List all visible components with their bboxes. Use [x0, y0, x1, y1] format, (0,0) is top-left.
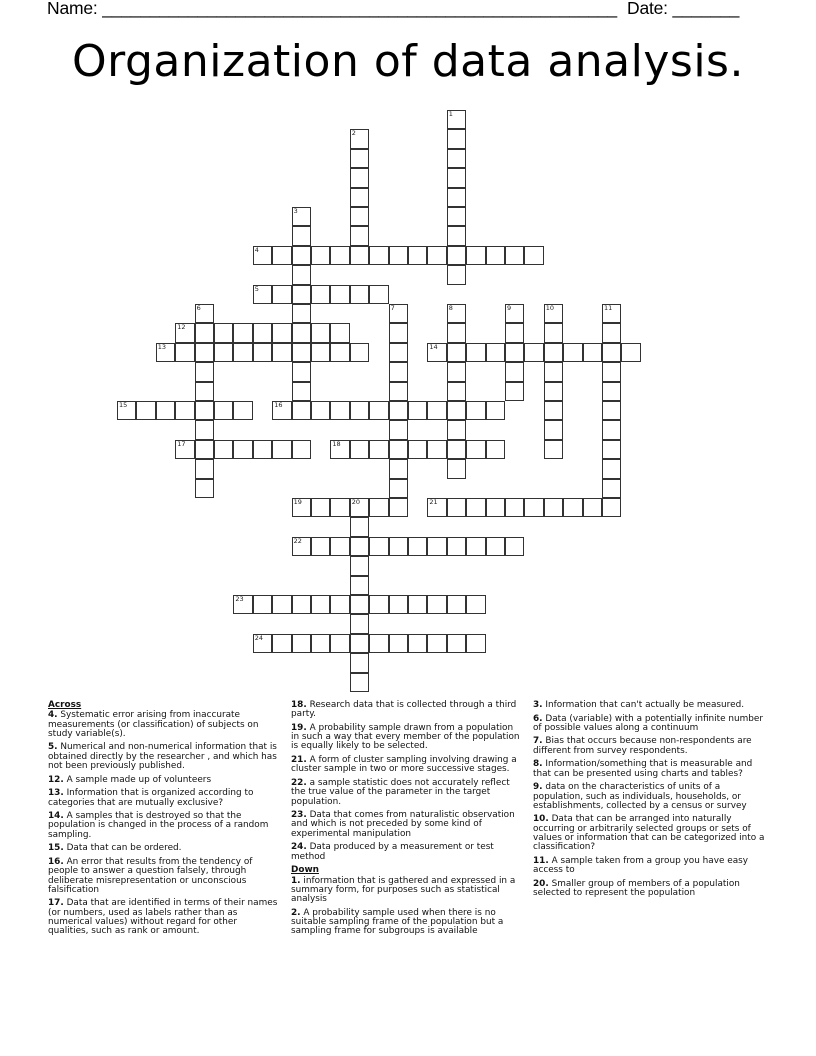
- clue-number: 20: [351, 498, 361, 506]
- crossword-cell[interactable]: [427, 246, 446, 265]
- crossword-cell[interactable]: [272, 343, 291, 362]
- crossword-cell[interactable]: [311, 285, 330, 304]
- crossword-cell[interactable]: [602, 459, 621, 478]
- crossword-cell[interactable]: [524, 246, 543, 265]
- clue-across-21: 21. A form of cluster sampling involving drawing a cluster sample in two or more successive stages.: [291, 755, 517, 775]
- crossword-cell[interactable]: [195, 459, 214, 478]
- crossword-cell[interactable]: [350, 207, 369, 226]
- crossword-cell[interactable]: [350, 614, 369, 633]
- crossword-cell[interactable]: [466, 401, 485, 420]
- crossword-cell[interactable]: [311, 401, 330, 420]
- crossword-cell[interactable]: [350, 653, 369, 672]
- crossword-cell[interactable]: [195, 440, 214, 459]
- clue-number: 15: [119, 401, 128, 409]
- crossword-cell[interactable]: [447, 129, 466, 148]
- crossword-cell[interactable]: [389, 362, 408, 381]
- crossword-cell[interactable]: [330, 401, 349, 420]
- clue-down-7: 7. Bias that occurs because non-respondents are different from survey respondents.: [533, 736, 752, 756]
- crossword-cell[interactable]: [389, 595, 408, 614]
- crossword-cell[interactable]: [486, 246, 505, 265]
- crossword-cell[interactable]: [253, 285, 272, 304]
- clue-number: 11: [604, 304, 613, 312]
- crossword-cell[interactable]: [505, 304, 524, 323]
- crossword-cell[interactable]: [389, 634, 408, 653]
- crossword-cell[interactable]: [350, 285, 369, 304]
- crossword-cell[interactable]: [330, 595, 349, 614]
- crossword-cell[interactable]: [195, 420, 214, 439]
- crossword-cell[interactable]: [486, 343, 505, 362]
- clue-number: 18: [332, 439, 341, 448]
- clue-number: 10: [545, 304, 555, 312]
- crossword-cell[interactable]: [447, 401, 466, 420]
- crossword-cell[interactable]: [447, 343, 466, 362]
- clue-across-4: 4. Systematic error arising from inaccurate measurements (or classification) of subjects on study variable(s).: [48, 710, 259, 739]
- crossword-cell[interactable]: [350, 673, 369, 692]
- crossword-cell[interactable]: [292, 265, 311, 284]
- crossword-cell[interactable]: [214, 343, 233, 362]
- crossword-cell[interactable]: [389, 459, 408, 478]
- clue-down-6: 6. Data (variable) with a potentially infinite number of possible values along a continuum: [533, 713, 764, 733]
- crossword-cell[interactable]: [330, 323, 349, 342]
- crossword-cell[interactable]: [195, 323, 214, 342]
- crossword-cell[interactable]: [292, 343, 311, 362]
- crossword-cell[interactable]: [292, 246, 311, 265]
- crossword-cell[interactable]: [156, 401, 175, 420]
- clue-across-12: 12. A sample made up of volunteers: [48, 774, 212, 785]
- crossword-cell[interactable]: [602, 440, 621, 459]
- crossword-cell[interactable]: [195, 343, 214, 362]
- clue-number: 2: [351, 129, 356, 138]
- crossword-cell[interactable]: [311, 498, 330, 517]
- crossword-cell[interactable]: [292, 304, 311, 323]
- crossword-cell[interactable]: [583, 343, 602, 362]
- crossword-cell[interactable]: [447, 440, 466, 459]
- crossword-cell[interactable]: [272, 246, 291, 265]
- clue-number: 13: [157, 342, 167, 351]
- crossword-cell[interactable]: [602, 498, 621, 517]
- crossword-cell[interactable]: [505, 343, 524, 362]
- crossword-cell[interactable]: [447, 459, 466, 478]
- crossword-cell[interactable]: [486, 537, 505, 556]
- clue-number: 21: [429, 498, 438, 506]
- crossword-cell[interactable]: [311, 323, 330, 342]
- crossword-cell[interactable]: [447, 382, 466, 401]
- crossword-cell[interactable]: [214, 440, 233, 459]
- crossword-cell[interactable]: [292, 226, 311, 245]
- page-title: Organization of data analysis.: [72, 36, 744, 87]
- crossword-cell[interactable]: [563, 343, 582, 362]
- clue-number: 3: [293, 207, 298, 215]
- crossword-cell[interactable]: [389, 401, 408, 420]
- clue-down-9: 9. data on the characteristics of units of a population, such as individuals, households, or establishments, collected by a census or survey: [533, 782, 747, 811]
- crossword-cell[interactable]: [233, 595, 252, 614]
- crossword-cell[interactable]: [408, 595, 427, 614]
- crossword-cell[interactable]: [447, 537, 466, 556]
- crossword-cell[interactable]: [195, 304, 214, 323]
- crossword-cell[interactable]: [408, 246, 427, 265]
- crossword-cell[interactable]: [253, 634, 272, 653]
- crossword-cell[interactable]: [427, 343, 446, 362]
- crossword-cell[interactable]: [524, 498, 543, 517]
- crossword-cell[interactable]: [544, 382, 563, 401]
- crossword-cell[interactable]: [389, 343, 408, 362]
- clue-across-5: 5. Numerical and non-numerical information that is obtained directly by the researcher , and which has not been previously published.: [48, 742, 277, 772]
- clue-down-1: 1. information that is gathered and expressed in a summary form, for purposes such as statistical analysis: [291, 875, 516, 905]
- crossword-cell[interactable]: [292, 362, 311, 381]
- crossword-cell[interactable]: [505, 362, 524, 381]
- crossword-cell[interactable]: [214, 323, 233, 342]
- crossword-cell[interactable]: [292, 401, 311, 420]
- crossword-cell[interactable]: [350, 634, 369, 653]
- crossword-cell[interactable]: [369, 498, 388, 517]
- crossword-cell[interactable]: [330, 343, 349, 362]
- clue-number: 16: [274, 401, 283, 409]
- crossword-cell[interactable]: [292, 323, 311, 342]
- crossword-cell[interactable]: [195, 382, 214, 401]
- clue-across-16: 16. An error that results from the tendency of people to answer a question falsely, through deliberate misrepresentation or unconscious falsification: [48, 856, 253, 895]
- clue-number: 1: [448, 110, 453, 118]
- crossword-cell[interactable]: [292, 498, 311, 517]
- crossword-cell[interactable]: [447, 304, 466, 323]
- crossword-cell[interactable]: [350, 226, 369, 245]
- crossword-cell[interactable]: [447, 149, 466, 168]
- clues-column-2: [291, 701, 523, 941]
- crossword-cell[interactable]: [233, 323, 252, 342]
- crossword-cell[interactable]: [447, 246, 466, 265]
- clue-down-3: 3. Information that can't actually be measured.: [533, 700, 745, 710]
- crossword-cell[interactable]: [253, 343, 272, 362]
- crossword-cell[interactable]: [369, 285, 388, 304]
- crossword-cell[interactable]: [563, 498, 582, 517]
- crossword-cell[interactable]: [292, 440, 311, 459]
- clue-across-19: 19. A probability sample drawn from a population in such a way that every member of the population is equally likely to be selected.: [291, 722, 520, 752]
- crossword-cell[interactable]: [389, 323, 408, 342]
- clue-across-15: 15. Data that can be ordered.: [48, 843, 182, 854]
- crossword-cell[interactable]: [408, 537, 427, 556]
- crossword-cell[interactable]: [195, 479, 214, 498]
- crossword-cell[interactable]: [175, 440, 194, 459]
- crossword-cell[interactable]: [233, 343, 252, 362]
- crossword-cell[interactable]: [505, 246, 524, 265]
- clue-number: 8: [448, 304, 453, 312]
- crossword-cell[interactable]: [544, 498, 563, 517]
- crossword-cell[interactable]: [389, 382, 408, 401]
- clue-down-10: 10. Data that can be arranged into naturally occurring or arbitrarily selected groups or sets of values or information that can be categorized into a classification?: [533, 814, 765, 853]
- crossword-cell[interactable]: [621, 343, 640, 362]
- crossword-cell[interactable]: [466, 343, 485, 362]
- crossword-cell[interactable]: [350, 517, 369, 536]
- clue-number: 9: [507, 304, 512, 312]
- clues-column-1: [48, 701, 280, 941]
- crossword-cell[interactable]: [389, 246, 408, 265]
- crossword-cell[interactable]: [195, 401, 214, 420]
- clue-number: 4: [254, 245, 259, 254]
- crossword-cell[interactable]: [524, 343, 543, 362]
- crossword-cell[interactable]: [311, 537, 330, 556]
- crossword-cell[interactable]: [427, 595, 446, 614]
- crossword-cell[interactable]: [466, 440, 485, 459]
- crossword-cell[interactable]: [311, 634, 330, 653]
- crossword-cell[interactable]: [505, 382, 524, 401]
- crossword-cell[interactable]: [253, 440, 272, 459]
- clue-number: 14: [429, 342, 438, 351]
- crossword-cell[interactable]: [136, 401, 155, 420]
- crossword-cell[interactable]: [447, 188, 466, 207]
- crossword-cell[interactable]: [369, 595, 388, 614]
- crossword-cell[interactable]: [505, 537, 524, 556]
- clue-number: 7: [390, 304, 395, 312]
- crossword-cell[interactable]: [544, 304, 563, 323]
- crossword-cell[interactable]: [389, 440, 408, 459]
- crossword-cell[interactable]: [292, 207, 311, 226]
- crossword-cell[interactable]: [272, 401, 291, 420]
- crossword-cell[interactable]: [350, 188, 369, 207]
- crossword-cell[interactable]: [505, 498, 524, 517]
- crossword-cell[interactable]: [602, 382, 621, 401]
- crossword-cell[interactable]: [602, 304, 621, 323]
- clue-across-24: 24. Data produced by a measurement or test method: [291, 842, 494, 862]
- clue-number: 6: [196, 304, 201, 312]
- crossword-cell[interactable]: [272, 323, 291, 342]
- crossword-cell[interactable]: [233, 440, 252, 459]
- crossword-cell[interactable]: [292, 382, 311, 401]
- crossword-cell[interactable]: [408, 440, 427, 459]
- crossword-cell[interactable]: [292, 595, 311, 614]
- crossword-cell[interactable]: [233, 401, 252, 420]
- clue-down-8: 8. Information/something that is measurable and that can be presented using charts and tables?: [533, 759, 753, 779]
- clue-number: 5: [254, 284, 259, 293]
- crossword-cell[interactable]: [330, 634, 349, 653]
- crossword-cell[interactable]: [544, 343, 563, 362]
- clue-down-11: 11. A sample taken from a group you have easy access to: [533, 855, 749, 876]
- crossword-cell[interactable]: [447, 207, 466, 226]
- across-heading: Across: [48, 700, 82, 710]
- crossword-cell[interactable]: [447, 420, 466, 439]
- name-field-label: Name: ______________________________________________________: [47, 0, 617, 18]
- crossword-cell[interactable]: [330, 498, 349, 517]
- crossword-cell[interactable]: [253, 323, 272, 342]
- crossword-cell[interactable]: [330, 246, 349, 265]
- crossword-cell[interactable]: [350, 129, 369, 148]
- crossword-cell[interactable]: [389, 479, 408, 498]
- crossword-cell[interactable]: [117, 401, 136, 420]
- crossword-cell[interactable]: [602, 401, 621, 420]
- crossword-cell[interactable]: [175, 343, 194, 362]
- crossword-cell[interactable]: [505, 323, 524, 342]
- crossword-cell[interactable]: [369, 246, 388, 265]
- crossword-cell[interactable]: [486, 440, 505, 459]
- clue-number: 19: [293, 498, 302, 506]
- crossword-cell[interactable]: [427, 440, 446, 459]
- crossword-cell[interactable]: [389, 537, 408, 556]
- crossword-cell[interactable]: [427, 401, 446, 420]
- crossword-cell[interactable]: [447, 323, 466, 342]
- crossword-cell[interactable]: [253, 246, 272, 265]
- crossword-cell[interactable]: [447, 168, 466, 187]
- crossword-cell[interactable]: [583, 498, 602, 517]
- crossword-cell[interactable]: [311, 343, 330, 362]
- clue-across-14: 14. A samples that is destroyed so that the population is changed in the process of a random sampling.: [48, 811, 269, 840]
- clue-number: 23: [235, 595, 244, 603]
- crossword-cell[interactable]: [369, 440, 388, 459]
- clue-number: 17: [177, 439, 186, 448]
- crossword-cell[interactable]: [447, 110, 466, 129]
- crossword-cell[interactable]: [292, 285, 311, 304]
- crossword-cell[interactable]: [602, 362, 621, 381]
- crossword-cell[interactable]: [195, 362, 214, 381]
- crossword-cell[interactable]: [486, 498, 505, 517]
- clue-across-13: 13. Information that is organized according to categories that are mutually exclusive?: [48, 788, 254, 808]
- crossword-cell[interactable]: [408, 634, 427, 653]
- crossword-cell[interactable]: [466, 595, 485, 614]
- crossword-cell[interactable]: [350, 556, 369, 575]
- crossword-cell[interactable]: [486, 401, 505, 420]
- crossword-cell[interactable]: [447, 634, 466, 653]
- crossword-cell[interactable]: [272, 595, 291, 614]
- crossword-cell[interactable]: [311, 246, 330, 265]
- crossword-cell[interactable]: [175, 323, 194, 342]
- crossword-cell[interactable]: [544, 362, 563, 381]
- clue-across-18: 18. Research data that is collected through a third party.: [291, 700, 517, 720]
- crossword-cell[interactable]: [544, 323, 563, 342]
- crossword-cell[interactable]: [466, 498, 485, 517]
- crossword-cell[interactable]: [350, 168, 369, 187]
- crossword-cell[interactable]: [350, 440, 369, 459]
- crossword-cell[interactable]: [544, 420, 563, 439]
- crossword-cell[interactable]: [602, 479, 621, 498]
- crossword-cell[interactable]: [389, 498, 408, 517]
- crossword-cell[interactable]: [447, 498, 466, 517]
- clue-down-20: 20. Smaller group of members of a population selected to represent the population: [533, 878, 740, 899]
- crossword-cell[interactable]: [389, 304, 408, 323]
- crossword-cell[interactable]: [447, 265, 466, 284]
- crossword-cell[interactable]: [427, 537, 446, 556]
- crossword-cell[interactable]: [350, 401, 369, 420]
- clue-across-17: 17. Data that are identified in terms of their names (or numbers, used as labels rather than as numerical values) without regard for other qualities, such as rank or amount.: [48, 898, 278, 937]
- crossword-cell[interactable]: [466, 634, 485, 653]
- crossword-cell[interactable]: [447, 362, 466, 381]
- crossword-cell[interactable]: [272, 634, 291, 653]
- crossword-cell[interactable]: [602, 323, 621, 342]
- crossword-cell[interactable]: [350, 343, 369, 362]
- clue-across-23: 23. Data that comes from naturalistic observation and which is not preceded by some kind of experimental manipulation: [291, 810, 515, 839]
- crossword-cell[interactable]: [311, 595, 330, 614]
- crossword-cell[interactable]: [602, 343, 621, 362]
- clues-column-3: [533, 701, 769, 903]
- crossword-cell[interactable]: [350, 246, 369, 265]
- crossword-cell[interactable]: [544, 401, 563, 420]
- crossword-cell[interactable]: [292, 537, 311, 556]
- crossword-cell[interactable]: [544, 440, 563, 459]
- crossword-cell[interactable]: [350, 149, 369, 168]
- clue-number: 24: [254, 633, 264, 642]
- crossword-cell[interactable]: [330, 285, 349, 304]
- crossword-cell[interactable]: [369, 401, 388, 420]
- crossword-cell[interactable]: [447, 595, 466, 614]
- clue-across-22: 22. a sample statistic does not accurately reflect the true value of the parameter in the target population.: [291, 777, 510, 807]
- crossword-cell[interactable]: [350, 576, 369, 595]
- clue-down-2: 2. A probability sample used when there is no suitable sampling frame of the population but a sampling frame for subgroups is available: [291, 907, 504, 937]
- crossword-cell[interactable]: [350, 498, 369, 517]
- crossword-cell[interactable]: [272, 440, 291, 459]
- crossword-cell[interactable]: [292, 634, 311, 653]
- clue-number: 22: [293, 536, 302, 545]
- clue-number: 12: [177, 323, 186, 332]
- crossword-cell[interactable]: [427, 498, 446, 517]
- crossword-cell[interactable]: [427, 634, 446, 653]
- crossword-cell[interactable]: [389, 420, 408, 439]
- crossword-cell[interactable]: [369, 634, 388, 653]
- crossword-cell[interactable]: [350, 537, 369, 556]
- crossword-cell[interactable]: [466, 537, 485, 556]
- crossword-cell[interactable]: [350, 595, 369, 614]
- crossword-cell[interactable]: [330, 537, 349, 556]
- crossword-cell[interactable]: [408, 401, 427, 420]
- crossword-cell[interactable]: [156, 343, 175, 362]
- crossword-cell[interactable]: [175, 401, 194, 420]
- crossword-cell[interactable]: [466, 246, 485, 265]
- crossword-cell[interactable]: [447, 226, 466, 245]
- down-heading: Down: [291, 865, 319, 876]
- crossword-cell[interactable]: [369, 537, 388, 556]
- crossword-cell[interactable]: [602, 420, 621, 439]
- crossword-cell[interactable]: [330, 440, 349, 459]
- date-field-label: Date: _______: [627, 0, 740, 18]
- crossword-cell[interactable]: [214, 401, 233, 420]
- crossword-cell[interactable]: [253, 595, 272, 614]
- crossword-cell[interactable]: [272, 285, 291, 304]
